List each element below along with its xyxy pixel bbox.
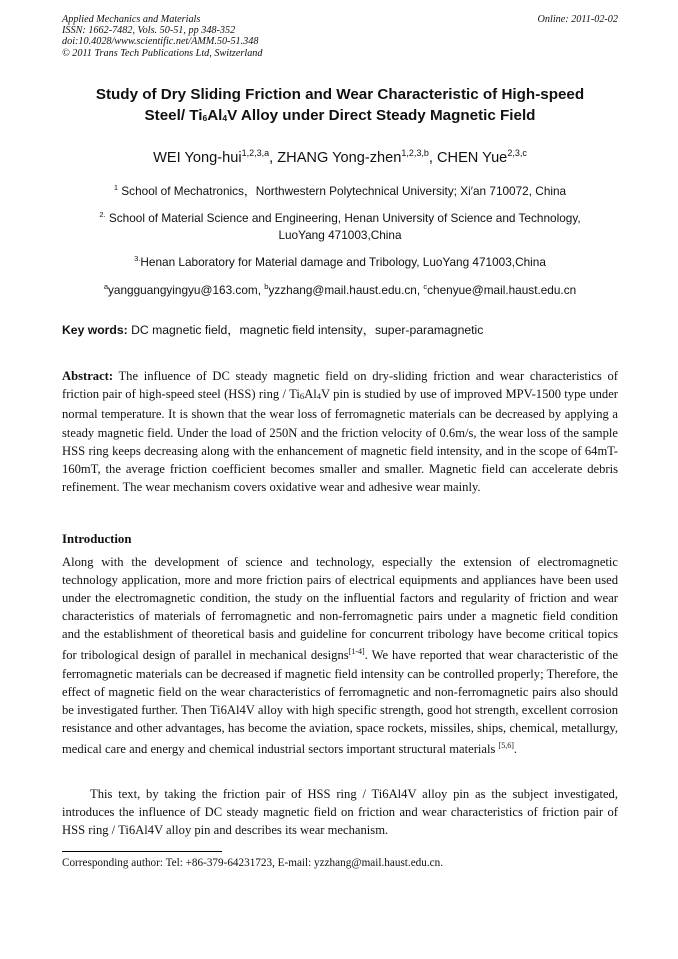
email-list xyxy=(62,278,618,299)
author-affil-mark: 1,2,3,b xyxy=(401,148,429,158)
affiliation-1 xyxy=(62,179,618,200)
affiliation-mark: 2. xyxy=(99,210,106,219)
affiliation-text: Henan Laboratory for Material damage and Tribology, LuoYang 471003,China xyxy=(140,254,546,269)
email-mark: b xyxy=(264,282,269,291)
paragraph-text: . We have reported that wear characteristic of the ferromagnetic materials can be decreased if magnetic field intensity can be controlled properly; Therefore, the effect of magnetic field on the wear characteristics of ferromagnetic and non-ferromagnetic pairs also should be investigated further. Then Ti6Al4V alloy with high specific strength, good hot strength, excellent corrosion resistance and other advantages, has become the aviation, space rockets, missiles, ships, chemical, metallurgy, medical care and energy and chemical industrial sectors important structural materials xyxy=(62,648,619,757)
journal-name: Applied Mechanics and Materials xyxy=(62,14,201,25)
copyright-line: © 2011 Trans Tech Publications Ltd, Switzerland xyxy=(62,47,263,59)
title-line-2 xyxy=(62,105,618,129)
abstract-subscript: 4 xyxy=(316,391,321,402)
introduction-heading: Introduction xyxy=(62,532,132,546)
title-subscript: 6 xyxy=(202,113,208,123)
paragraph-text: . xyxy=(513,742,518,757)
abstract-subscript: 6 xyxy=(299,391,305,402)
affiliation-2 xyxy=(62,206,618,244)
online-date: Online: 2011-02-02 xyxy=(537,14,618,25)
keywords-text: DC magnetic field，magnetic field intensity，super-paramagnetic xyxy=(127,323,484,337)
affiliation-2-line-2: LuoYang 471003,China xyxy=(278,227,402,242)
abstract-label: Abstract: xyxy=(62,369,114,383)
author-list xyxy=(62,143,618,168)
author-affil-mark: 2,3,c xyxy=(507,148,527,158)
email-address: chenyue@mail.haust.edu.cn xyxy=(427,282,577,297)
doi-line: doi:10.4028/www.scientific.net/AMM.50-51.348 xyxy=(62,36,259,48)
affiliation-2-line-1 xyxy=(62,206,618,227)
author-separator: , xyxy=(269,149,278,166)
keywords-label: Key words: xyxy=(62,323,128,337)
author-name: WEI Yong-hui xyxy=(153,149,242,166)
author-separator: , xyxy=(428,149,437,166)
title-line-1: Study of Dry Sliding Friction and Wear Characteristic of High-speed xyxy=(95,86,585,103)
abstract-text: V pin is studied by use of improved MPV-1500 type under normal temperature. It is shown that the wear loss of ferromagnetic materials can be decreased by applying a steady magnetic field. Under the load of 250N and the friction velocity of 0.6m/s, the wear loss of the sample HSS ring keeps decreasing along with the enhancement of magnetic field intensity, and in the scope of 64mT-160mT, the average friction coefficient becomes smaller and smaller. Magnetic field can accelerate debris refinement. The wear mechanism covers oxidative wear and adhesive wear mainly. xyxy=(62,387,618,495)
citation: [5,6] xyxy=(498,741,514,751)
abstract xyxy=(62,367,618,496)
footnote-divider xyxy=(62,851,222,852)
affiliation-3 xyxy=(62,250,618,271)
title-text: Al xyxy=(207,107,223,124)
introduction-paragraph-2: This text, by taking the friction pair of HSS ring / Ti6Al4V alloy pin as the subject investigated, introduces the influence of DC steady magnetic field on friction and wear characteristics of friction pair of HSS ring / Ti6Al4V alloy pin and describes its wear mechanism. xyxy=(62,787,618,838)
affiliation-mark: 3. xyxy=(134,254,141,263)
title-text: Steel/ Ti xyxy=(144,107,203,124)
title-subscript: 4 xyxy=(222,113,228,123)
author-name: ZHANG Yong-zhen xyxy=(277,149,402,166)
paper-title xyxy=(62,84,618,129)
journal-header xyxy=(62,14,618,59)
affiliation-text: School of Mechatronics，Northwestern Polytechnical University; Xi′an 710072, China xyxy=(118,183,567,198)
email-mark: a xyxy=(103,282,108,291)
email-address: yzzhang@mail.haust.edu.cn, xyxy=(268,282,424,297)
paragraph-text: Along with the development of science and technology, especially the extension of electromagnetic technology application, more and more friction pairs of electrical equipments and appliances have been used under the electromagnetic condition, the study on the influential factors and regularity of friction and wear characteristics of materials of ferromagnetic and non-ferromagnetic pairs under a magnetic field condition and the establishment of theoretical basis and guideline for concurrent tribology have become critical topics for tribological design of parallel in mechanical designs xyxy=(62,555,618,663)
abstract-text: Al xyxy=(304,387,317,402)
email-address: yangguangyingyu@163.com, xyxy=(108,282,265,297)
affiliation-text: School of Material Science and Engineering, Henan University of Science and Technology, xyxy=(105,210,581,225)
corresponding-author-footnote: Corresponding author: Tel: +86-379-64231723, E-mail: yzzhang@mail.haust.edu.cn. xyxy=(62,857,444,869)
email-mark: c xyxy=(423,282,428,291)
author-name: CHEN Yue xyxy=(437,149,508,166)
author-affil-mark: 1,2,3,a xyxy=(241,148,270,158)
introduction-paragraph-1 xyxy=(62,553,618,758)
citation: [1-4] xyxy=(348,647,365,657)
keywords xyxy=(62,322,618,338)
title-text: V Alloy under Direct Steady Magnetic Field xyxy=(227,107,536,124)
affiliation-mark: 1 xyxy=(113,183,119,192)
issn-line: ISSN: 1662-7482, Vols. 50-51, pp 348-352 xyxy=(62,25,236,37)
abstract-text: The influence of DC steady magnetic field on dry-sliding friction and wear characteristics of friction pair of high-speed steel (HSS) ring / Ti xyxy=(62,369,618,402)
